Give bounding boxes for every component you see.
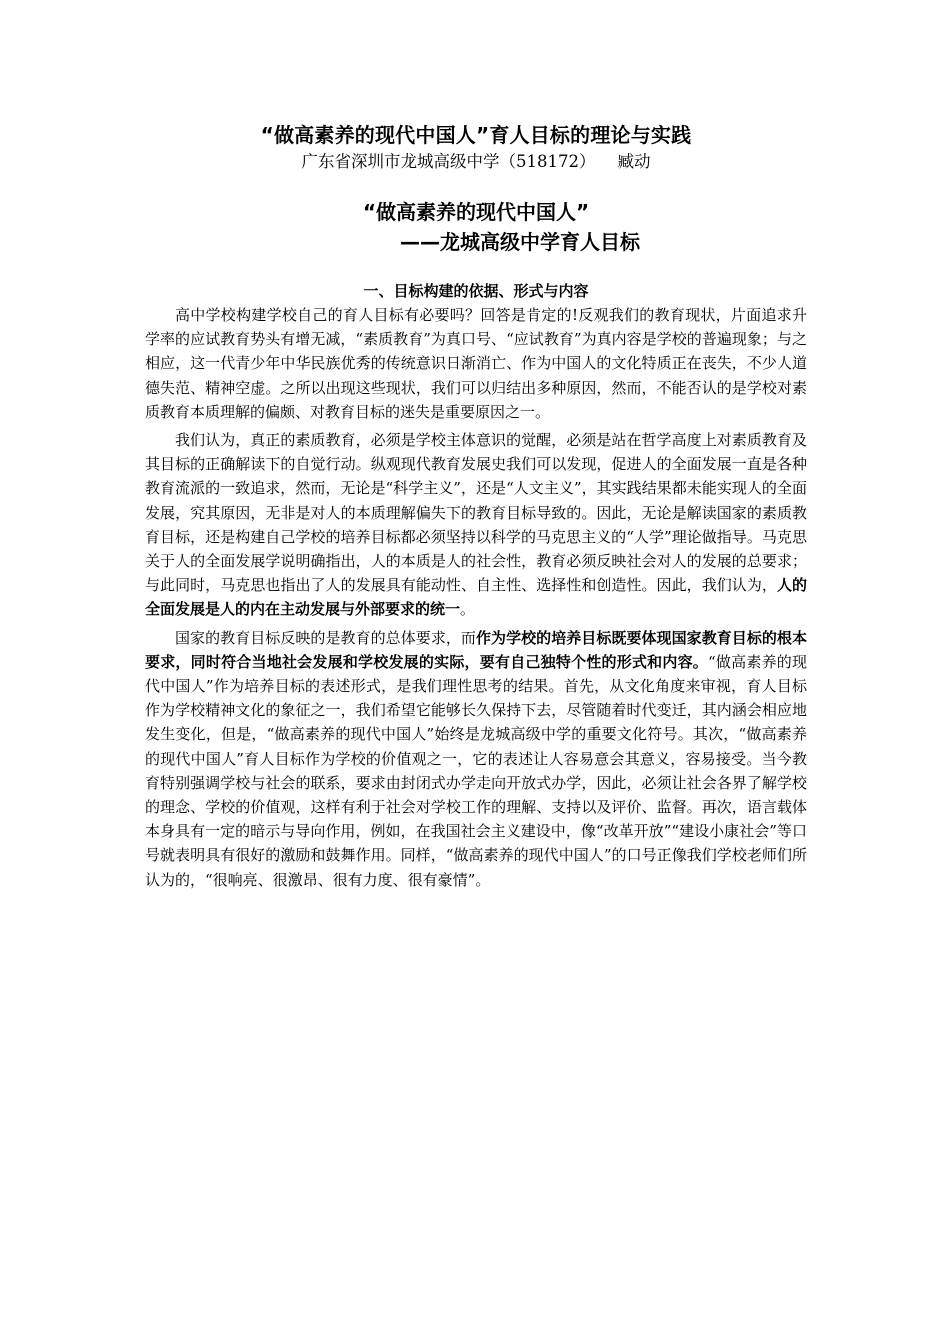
paragraph-1: 高中学校构建学校自己的育人目标有必要吗？回答是肯定的!反观我们的教育现状，片面追求升学率的应试教育势头有增无减，“素质教育”为真口号、“应试教育”为真内容是学校的普遍现象；与之相应，这一代青少年中华民族优秀的传统意识日渐消亡、作为中国人的文化特质正在丧失，不少人道德失范、精神空虚。之所以出现这些现状，我们可以归结出多种原因，然而，不能否认的是学校对素质教育本质理解的偏颇、对教育目标的迷失是重要原因之一。 [145, 306, 807, 421]
paragraph-2-end: 。 [460, 600, 476, 619]
paragraph-2-text: 我们认为，真正的素质教育，必须是学校主体意识的觉醒，必须是站在哲学高度上对素质教育及其目标的正确解读下的自觉行动。纵观现代教育发展史我们可以发现，促进人的全面发展一直是各种教育流派的一致追求，然而，无论是“科学主义”，还是“人文主义”，其实践结果都未能实现人的全面发展，究其原因，无非是对人的本质理解偏失下的教育目标导致的。因此，无论是解读国家的素质教育目标，还是构建自己学校的培养目标都必须坚持以科学的马克思主义的“人学”理论做指导。马克思关于人的全面发展学说明确指出，人的本质是人的社会性，教育必须反映社会对人的发展的总要求；与此同时，马克思也指出了人的发展具有能动性、自主性、选择性和创造性。因此，我们认为， [145, 431, 807, 595]
document-page [145, 120, 807, 896]
paragraph-3-rest: “做高素养的现代中国人”作为培养目标的表述形式，是我们理性思考的结果。首先，从文化角度来审视，育人目标作为学校精神文化的象征之一，我们希望它能够长久保持下去，尽管随着时代变迁，其内涵会相应地发生变化，但是，“做高素养的现代中国人”始终是龙城高级中学的重要文化符号。其次，“做高素养的现代中国人”育人目标作为学校的价值观之一，它的表述让人容易意会其意义，容易接受。当今教育特别强调学校与社会的联系，要求由封闭式办学走向开放式办学，因此，必须让社会各界了解学校的理念、学校的价值观，这样有利于社会对学校工作的理解、支持以及评价、监督。再次，语言载体本身具有一定的暗示与导向作用，例如，在我国社会主义建设中，像“改革开放”“建设小康社会”等口号就表明具有很好的激励和鼓舞作用。同样，“做高素养的现代中国人”的口号正像我们学校老师们所认为的，“很响亮、很激昂、很有力度、很有豪情”。 [145, 652, 807, 889]
subtitle-line-2: ——龙城高级中学育人目标 [400, 230, 640, 254]
subtitle-block [145, 197, 807, 257]
paragraph-3-start: 国家的教育目标反映的是教育的总体要求，而 [175, 628, 476, 647]
byline [145, 150, 807, 174]
byline-author: 臧动 [617, 152, 651, 171]
subtitle-line-1: “做高素养的现代中国人” [362, 200, 590, 224]
document-title: “做高素养的现代中国人”育人目标的理论与实践 [260, 123, 692, 147]
byline-school: 广东省深圳市龙城高级中学（518172） [301, 152, 596, 171]
paragraph-3 [145, 626, 807, 892]
paragraph-3-bold: 作为学校的培养目标既要体现国家教育目标的根本要求，同时符合当地社会发展和学校发展的实际，要有自己独特个性的形式和内容。 [145, 628, 807, 671]
section-heading: 一、目标构建的依据、形式与内容 [363, 282, 589, 300]
paragraph-2 [145, 428, 807, 622]
paragraph-2-bold: 人的全面发展是人的内在主动发展与外部要求的统一 [145, 576, 807, 619]
